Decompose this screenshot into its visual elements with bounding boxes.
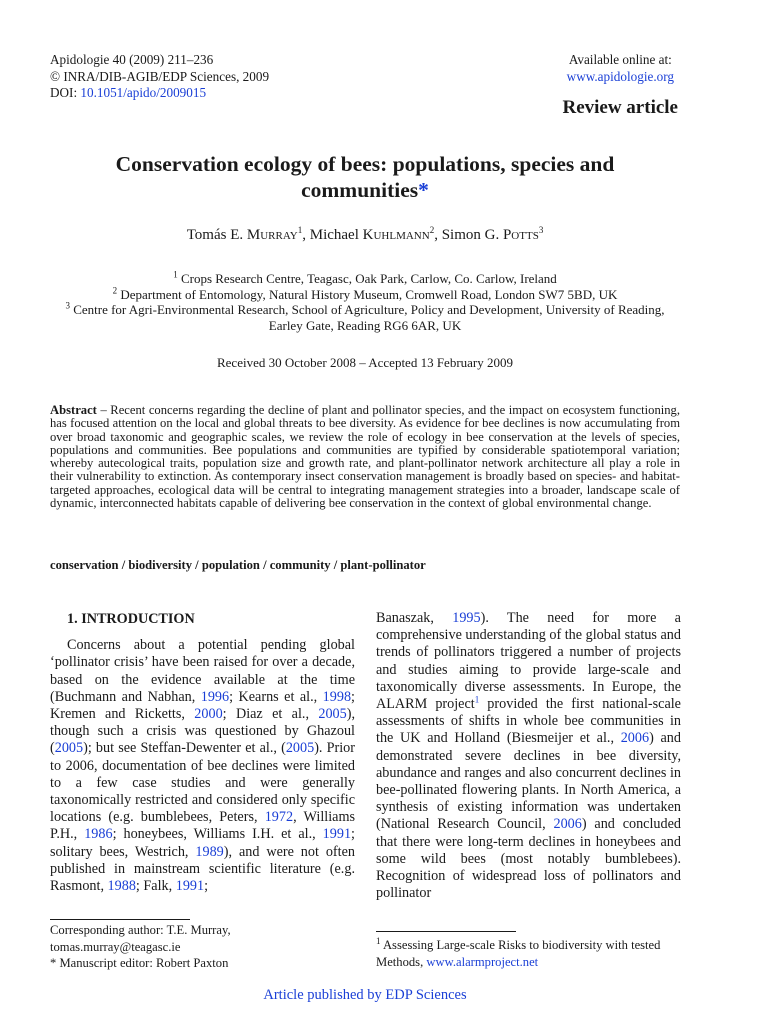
citation-link[interactable]: 1998: [322, 688, 352, 705]
publisher-link[interactable]: Article published by EDP Sciences: [263, 987, 467, 1003]
abstract: [50, 404, 680, 510]
journal-citation: Apidologie 40 (2009) 211–236: [50, 52, 214, 67]
author-1: Tomás E. Murray$^1$: [186, 225, 303, 243]
abstract-text: – Recent concerns regarding the decline of plant and pollinator species, and the impact on ecosystem functioning, has focused attention on the local and global threats to bee diversity. As evidence for bee declines is now accumulating from over broad taxonomic and geographic scales, we review the role of ecology in bee conservation at the levels of species, populations and communities. Bee populations and communities are typified by considerable spatiotemporal variation; whereby autecological traits, population size and growth rate, and plant-pollinator network architecture all play a role in their vulnerability to extinction. As contemporary insect conservation management is broadly based on species- and habitat-targeted approaches, ecological data will be central to integrating management strategies into a broader, landscape scale of dynamic, interconnected habitats capable of delivering bee conservation in the context of global environmental change.: [50, 403, 680, 511]
affiliation-1: $^1$ Crops Research Centre, Teagasc, Oak Park, Carlow, Co. Carlow, Ireland: [173, 269, 557, 286]
citation-link[interactable]: 1988: [107, 878, 136, 895]
abstract-label: Abstract: [50, 403, 97, 417]
editor-note: * Manuscript editor: Robert Paxton: [50, 956, 229, 970]
citation-link[interactable]: 1995: [452, 610, 481, 626]
citation-link[interactable]: 1986: [84, 826, 113, 843]
footnote-marker[interactable]: 1: [474, 694, 480, 705]
available-label: Available online at:: [568, 52, 672, 67]
footnote-1: $^1$ Assessing Large-scale Risks to biodiversity with tested Methods, www.alarmproject.net: [376, 935, 661, 969]
citation-link[interactable]: 1989: [195, 843, 224, 860]
doi-link[interactable]: 10.1051/apido/2009015: [80, 85, 207, 100]
intro-paragraph-continued: Banaszak, 1995). The need for more a comprehensive understanding of the global status and trends of pollinators triggered a number of projects and studies aiming to provide large-scale and taxonomically diverse assessments. In Europe, the ALARM project$^1$ provided the first national-scale assessments of shifts in whole bee communities in the UK and Holland (Biesmeijer et al., 2006) and demonstrated severe declines in bee diversity, abundance and ranges and also concurrent declines in bee-pollinated flowering plants. In North America, a synthesis of existing information was undertaken (National Research Council, 2006) and concluded that there were long-term declines in honeybees and some wild bees (most notably bumblebees). Recognition of widespread loss of pollinators and pollinator: [376, 610, 681, 902]
author-3: Simon G. Potts$^3$: [441, 225, 544, 243]
received-dates: Received 30 October 2008 – Accepted 13 February 2009: [216, 355, 514, 370]
citation-link[interactable]: 2006: [620, 730, 650, 747]
doi-line: DOI: 10.1051/apido/2009015: [50, 85, 207, 100]
body-column-left: [50, 610, 355, 895]
citation-link[interactable]: 2005: [318, 706, 347, 723]
article-title: Conservation ecology of bees: populations, species and communities*: [115, 152, 615, 202]
intro-paragraph: Concerns about a potential pending global ‘pollinator crisis’ have been raised for over a decade, based on the evidence available at the time (Buchmann and Nabhan, 1996; Kearns et al., 1998; Kremen and Ricketts, 2000; Diaz et al., 2005), though such a crisis was questioned by Ghazoul (2005); but see Steffan-Dewenter et al., (2005). Prior to 2006, documentation of bee declines were limited to a few case studies and were generally taxonomically restricted and considered only specific locations (e.g. bumblebees, Peters, 1972, Williams P.H., 1986; honeybees, Williams I.H. et al., 1991; solitary bees, Westrich, 1989), and were not often published in mainstream scientific literature (e.g. Rasmont, 1988; Falk, 1991;: [50, 637, 356, 895]
body-column-right: [376, 610, 681, 902]
author-footnotes: [50, 922, 355, 972]
citation-link[interactable]: 1991: [175, 878, 205, 895]
affiliations: [50, 271, 680, 333]
title-footnote-marker[interactable]: *: [418, 178, 429, 202]
citation-link[interactable]: 2000: [194, 706, 223, 723]
article-type: Review article: [562, 97, 678, 118]
section-heading: 1. INTRODUCTION: [67, 611, 195, 627]
author-list: Tomás E. Murray$^1$, Michael Kuhlmann$^2$, Simon G. Potts$^3$: [186, 225, 544, 243]
journal-header: [50, 52, 269, 102]
alarm-project-link[interactable]: www.alarmproject.net: [426, 954, 539, 969]
footnote-divider: [50, 919, 190, 920]
citation-link[interactable]: 1972: [264, 809, 294, 826]
availability-header: [567, 52, 674, 85]
citation-link[interactable]: 2005: [285, 740, 315, 757]
citation-link[interactable]: 2005: [54, 740, 84, 757]
author-2: Michael Kuhlmann$^2$: [309, 225, 435, 243]
copyright-line: © INRA/DIB-AGIB/EDP Sciences, 2009: [50, 68, 270, 84]
affiliation-3: $^3$ Centre for Agri-Environmental Research, School of Agriculture, Policy and Development, University of Reading, Earley Gate, Reading RG6 6AR, UK: [65, 300, 665, 333]
affiliation-2: $^2$ Department of Entomology, Natural History Museum, Cromwell Road, London SW7 5BD, UK: [112, 285, 618, 302]
citation-link[interactable]: 1996: [200, 688, 230, 705]
journal-website-link[interactable]: www.apidologie.org: [566, 68, 674, 84]
corresponding-author: Corresponding author: T.E. Murray,: [50, 923, 231, 937]
footnote-divider: [376, 931, 516, 932]
citation-link[interactable]: 1991: [322, 826, 352, 843]
keywords: conservation / biodiversity / population / community / plant-pollinator: [50, 558, 426, 572]
publisher-footer: [50, 987, 680, 1004]
citation-link[interactable]: 2006: [553, 816, 582, 833]
author-email: tomas.murray@teagasc.ie: [50, 939, 181, 954]
